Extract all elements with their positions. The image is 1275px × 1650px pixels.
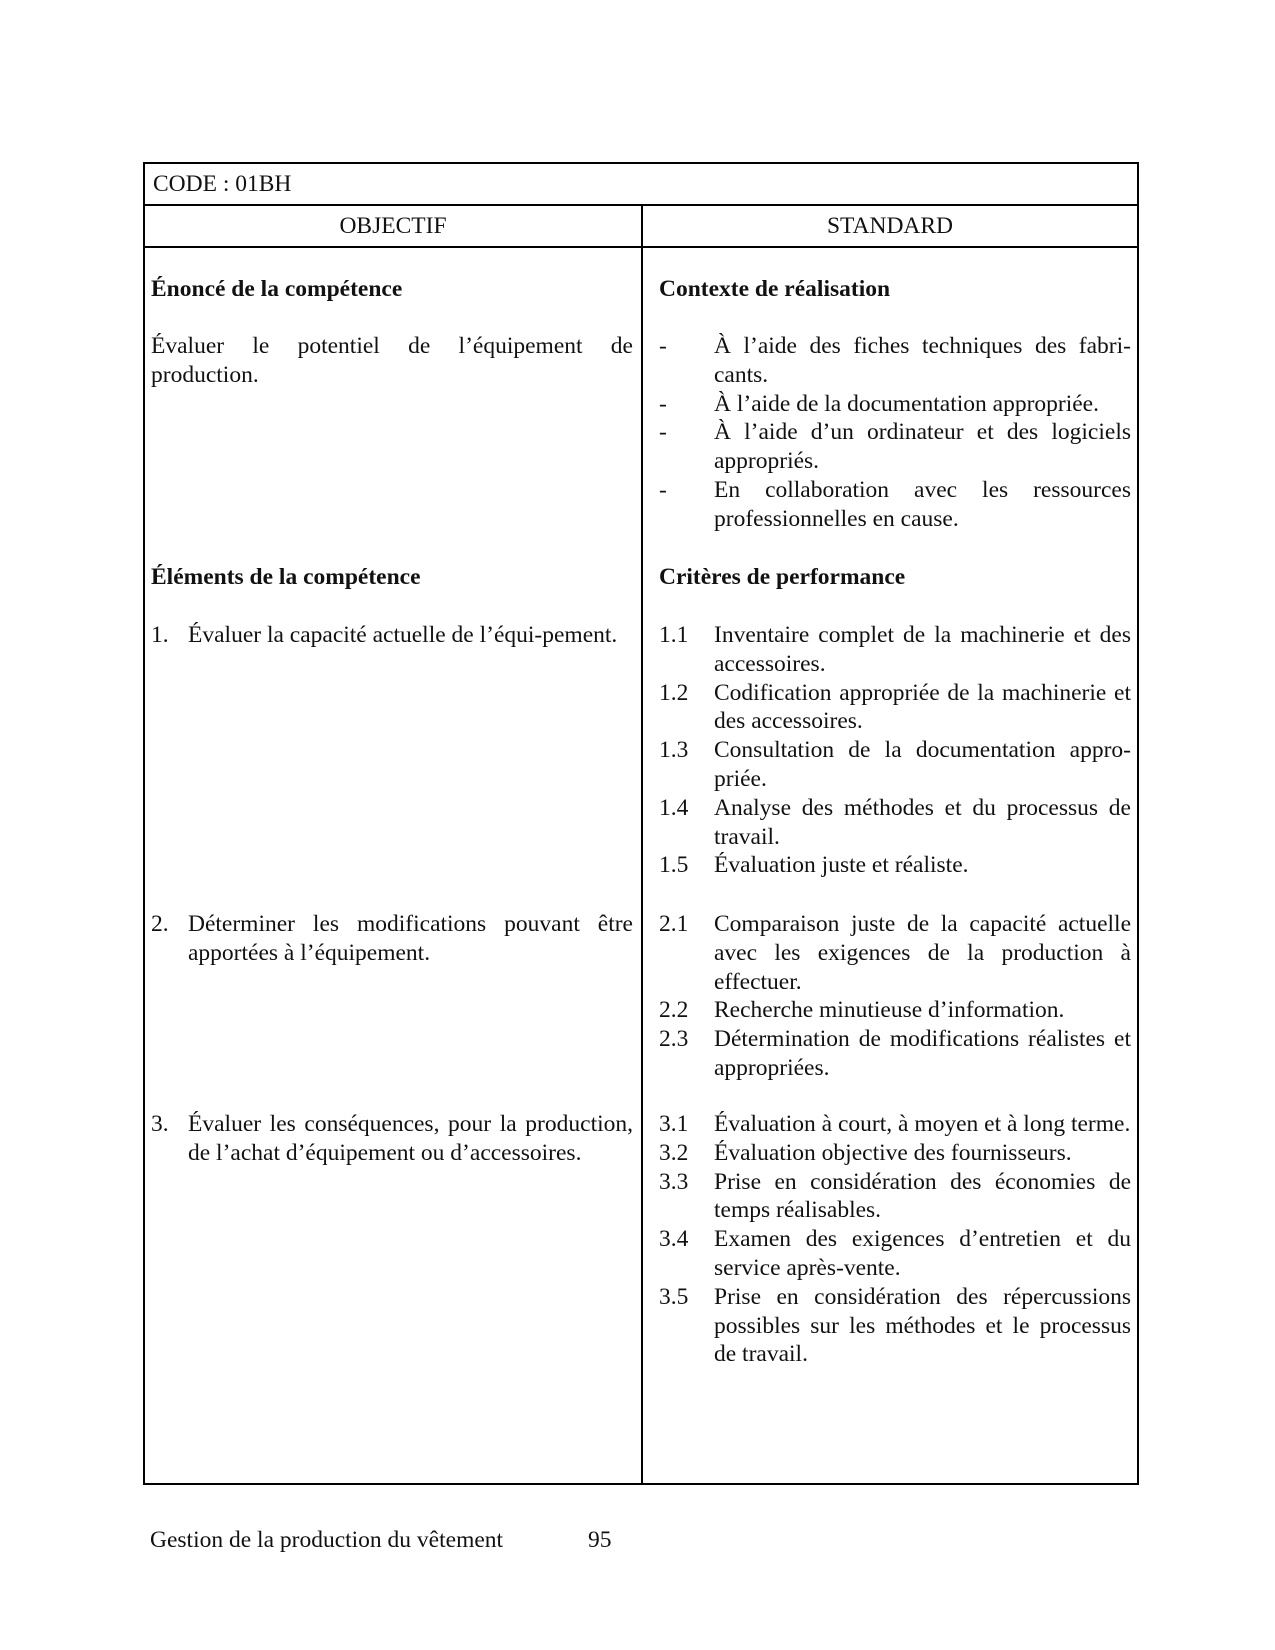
criteria-group-1 bbox=[659, 621, 1131, 880]
context-text: À l’aide d’un ordinateur et des logiciels appropriés. bbox=[714, 419, 1131, 475]
criterion-text: Évaluation à court, à moyen et à long terme. bbox=[714, 1111, 1131, 1137]
criterion-text: Prise en considération des répercussions possibles sur les méthodes et le processus de travail. bbox=[714, 1283, 1131, 1368]
element-number: 1. bbox=[151, 622, 169, 648]
column-header-objectif: OBJECTIF bbox=[339, 213, 447, 239]
criterion-item bbox=[659, 996, 1131, 1025]
criterion-item bbox=[659, 1225, 1131, 1283]
criterion-text: Comparaison juste de la capacité actuelle avec les exigences de la production à effectuer. bbox=[714, 911, 1131, 995]
criterion-number: 2.2 bbox=[659, 997, 689, 1024]
context-list bbox=[659, 332, 1131, 534]
criterion-number: 1.2 bbox=[659, 679, 689, 706]
criterion-item bbox=[659, 1110, 1131, 1139]
criterion-item bbox=[659, 621, 1131, 679]
criterion-number: 1.5 bbox=[659, 852, 689, 879]
criterion-item bbox=[659, 736, 1131, 794]
statement-text: Évaluer le potentiel de l’équipement de production. bbox=[151, 333, 633, 388]
context-text: À l’aide de la documentation appropriée. bbox=[714, 390, 1099, 417]
criterion-item bbox=[659, 1283, 1131, 1369]
criterion-number: 3.5 bbox=[659, 1283, 689, 1310]
criterion-text: Prise en considération des économies de temps réalisables. bbox=[714, 1168, 1131, 1224]
criterion-item bbox=[659, 910, 1131, 996]
criterion-text: Détermination de modifications réalistes et appropriées. bbox=[714, 1026, 1131, 1081]
element-text: Déterminer les modifications pouvant être apportées à l’équipement. bbox=[188, 911, 633, 966]
criterion-text: Évaluation objective des fournisseurs. bbox=[714, 1139, 1072, 1166]
criterion-number: 2.3 bbox=[659, 1026, 689, 1053]
bullet: - bbox=[659, 419, 667, 446]
bullet: - bbox=[659, 333, 667, 359]
criteria-group-3 bbox=[659, 1110, 1131, 1369]
context-item bbox=[659, 332, 1131, 390]
context-heading: Contexte de réalisation bbox=[659, 276, 891, 302]
page-number: 95 bbox=[588, 1527, 612, 1553]
element-item bbox=[151, 621, 633, 650]
element-item bbox=[151, 910, 633, 968]
context-item bbox=[659, 390, 1131, 419]
criterion-number: 3.1 bbox=[659, 1111, 689, 1137]
criterion-item bbox=[659, 1168, 1131, 1226]
context-text: En collaboration avec les ressources professionnelles en cause. bbox=[714, 476, 1131, 532]
element-text: Évaluer la capacité actuelle de l’équi-pement. bbox=[188, 622, 618, 648]
criterion-text: Examen des exigences d’entretien et du service après-vente. bbox=[714, 1226, 1131, 1281]
criterion-item bbox=[659, 679, 1131, 737]
criterion-number: 1.3 bbox=[659, 737, 689, 764]
criterion-number: 3.4 bbox=[659, 1226, 689, 1253]
criterion-number: 3.2 bbox=[659, 1139, 689, 1166]
element-number: 3. bbox=[151, 1111, 169, 1137]
elements-heading: Éléments de la compétence bbox=[151, 564, 421, 590]
statement-heading: Énoncé de la compétence bbox=[151, 276, 403, 302]
code-label: CODE : 01BH bbox=[153, 171, 292, 197]
element-number: 2. bbox=[151, 911, 169, 937]
footer-title: Gestion de la production du vêtement bbox=[150, 1527, 504, 1553]
bullet: - bbox=[659, 476, 667, 503]
criterion-item bbox=[659, 851, 1131, 880]
criterion-number: 1.4 bbox=[659, 794, 689, 821]
context-item bbox=[659, 476, 1131, 534]
bullet: - bbox=[659, 390, 667, 417]
column-header-standard: STANDARD bbox=[826, 213, 954, 239]
criterion-text: Recherche minutieuse d’information. bbox=[714, 997, 1065, 1024]
criterion-text: Évaluation juste et réaliste. bbox=[714, 852, 969, 879]
criterion-item bbox=[659, 794, 1131, 852]
criteria-group-2 bbox=[659, 910, 1131, 1083]
criterion-number: 1.1 bbox=[659, 622, 689, 648]
column-divider bbox=[641, 204, 643, 1483]
criterion-number: 2.1 bbox=[659, 911, 689, 937]
criterion-number: 3.3 bbox=[659, 1168, 689, 1195]
element-text: Évaluer les conséquences, pour la production, de l’achat d’équipement ou d’accessoires. bbox=[188, 1111, 633, 1166]
criterion-item bbox=[659, 1139, 1131, 1168]
criterion-text: Codification appropriée de la machinerie et des accessoires. bbox=[714, 679, 1131, 735]
criterion-item bbox=[659, 1025, 1131, 1083]
criteria-heading: Critères de performance bbox=[659, 564, 906, 590]
criterion-text: Inventaire complet de la machinerie et des accessoires. bbox=[714, 622, 1131, 677]
criterion-text: Analyse des méthodes et du processus de travail. bbox=[714, 794, 1131, 850]
element-item bbox=[151, 1110, 633, 1168]
context-item bbox=[659, 418, 1131, 476]
criterion-text: Consultation de la documentation appro-priée. bbox=[714, 737, 1131, 792]
context-text: À l’aide des fiches techniques des fabri-cants. bbox=[714, 333, 1131, 388]
